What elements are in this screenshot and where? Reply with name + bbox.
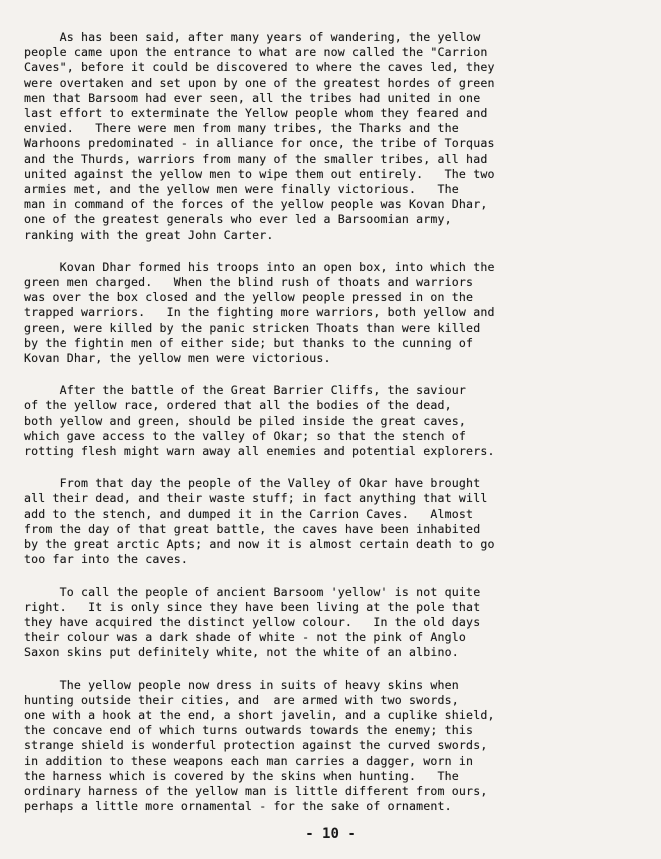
- text-line: and the Thurds, warriors from many of the smaller tribes, all had: [24, 151, 488, 166]
- text-line: which gave access to the valley of Okar; so that the stench of: [24, 428, 467, 443]
- text-line: united against the yellow men to wipe them out entirely. The two: [24, 166, 495, 181]
- text-line: too far into the caves.: [24, 552, 188, 567]
- text-line: trapped warriors. In the fighting more warriors, both yellow and: [24, 305, 495, 320]
- text-line: both yellow and green, should be piled inside the great caves,: [24, 413, 467, 428]
- text-line: From that day the people of the Valley of Okar have brought: [24, 476, 481, 491]
- text-line: rotting flesh might warn away all enemies and potential explorers.: [24, 444, 495, 459]
- text-line: add to the stench, and dumped it in the Carrion Caves. Almost: [24, 506, 474, 521]
- text-line: one with a hook at the end, a short javelin, and a cuplike shield,: [24, 707, 495, 722]
- paragraph: [24, 260, 641, 366]
- text-line: green, were killed by the panic stricken Thoats than were killed: [24, 320, 481, 335]
- text-line: After the battle of the Great Barrier Cliffs, the saviour: [24, 383, 467, 398]
- text-line: ranking with the great John Carter.: [24, 227, 274, 242]
- text-line: Caves", before it could be discovered to where the caves led, they: [24, 60, 495, 75]
- text-line: As has been said, after many years of wandering, the yellow: [24, 30, 481, 44]
- text-line: perhaps a little more ornamental - for the sake of ornament.: [24, 799, 452, 814]
- text-line: To call the people of ancient Barsoom 'yellow' is not quite: [24, 584, 481, 599]
- text-line: Warhoons predominated - in alliance for once, the tribe of Torquas: [24, 136, 495, 151]
- text-line: right. It is only since they have been living at the pole that: [24, 599, 481, 614]
- text-line: Kovan Dhar formed his troops into an open box, into which the: [24, 259, 495, 274]
- paragraph: [24, 476, 641, 567]
- text-line: all their dead, and their waste stuff; in fact anything that will: [24, 491, 488, 506]
- text-line: in addition to these weapons each man carries a dagger, worn in: [24, 753, 474, 768]
- text-line: last effort to exterminate the Yellow people whom they feared and: [24, 106, 488, 121]
- text-line: the concave end of which turns outwards towards the enemy; this: [24, 723, 474, 738]
- text-line: armies met, and the yellow men were finally victorious. The: [24, 182, 459, 197]
- text-line: man in command of the forces of the yellow people was Kovan Dhar,: [24, 197, 488, 212]
- paragraph: [24, 30, 641, 243]
- text-line: envied. There were men from many tribes, the Tharks and the: [24, 121, 459, 136]
- paragraph: [24, 585, 641, 661]
- text-line: by the fightin men of either side; but thanks to the cunning of: [24, 335, 474, 350]
- text-line: they have acquired the distinct yellow colour. In the old days: [24, 614, 481, 629]
- text-line: hunting outside their cities, and are armed with two swords,: [24, 692, 459, 707]
- text-line: from the day of that great battle, the caves have been inhabited: [24, 521, 481, 536]
- text-line: their colour was a dark shade of white - not the pink of Anglo: [24, 630, 467, 645]
- text-line: were overtaken and set upon by one of the greatest hordes of green: [24, 75, 495, 90]
- text-line: strange shield is wonderful protection against the curved swords,: [24, 738, 488, 753]
- text-line: men that Barsoom had ever seen, all the tribes had united in one: [24, 90, 481, 105]
- text-line: people came upon the entrance to what are now called the "Carrion: [24, 45, 488, 60]
- text-line: by the great arctic Apts; and now it is almost certain death to go: [24, 537, 495, 552]
- text-line: was over the box closed and the yellow people pressed in on the: [24, 290, 474, 305]
- paragraph: [24, 678, 641, 815]
- body-text: [24, 30, 641, 814]
- text-line: Kovan Dhar, the yellow men were victorious.: [24, 351, 331, 366]
- text-line: ordinary harness of the yellow man is little different from ours,: [24, 783, 488, 798]
- text-line: The yellow people now dress in suits of heavy skins when: [24, 677, 459, 692]
- page-number: - 10 -: [305, 826, 356, 842]
- text-line: green men charged. When the blind rush of thoats and warriors: [24, 275, 474, 290]
- paragraph: [24, 383, 641, 459]
- text-line: of the yellow race, ordered that all the bodies of the dead,: [24, 398, 452, 413]
- text-line: the harness which is covered by the skins when hunting. The: [24, 768, 459, 783]
- text-line: one of the greatest generals who ever led a Barsoomian army,: [24, 212, 452, 227]
- text-line: Saxon skins put definitely white, not the white of an albino.: [24, 645, 459, 660]
